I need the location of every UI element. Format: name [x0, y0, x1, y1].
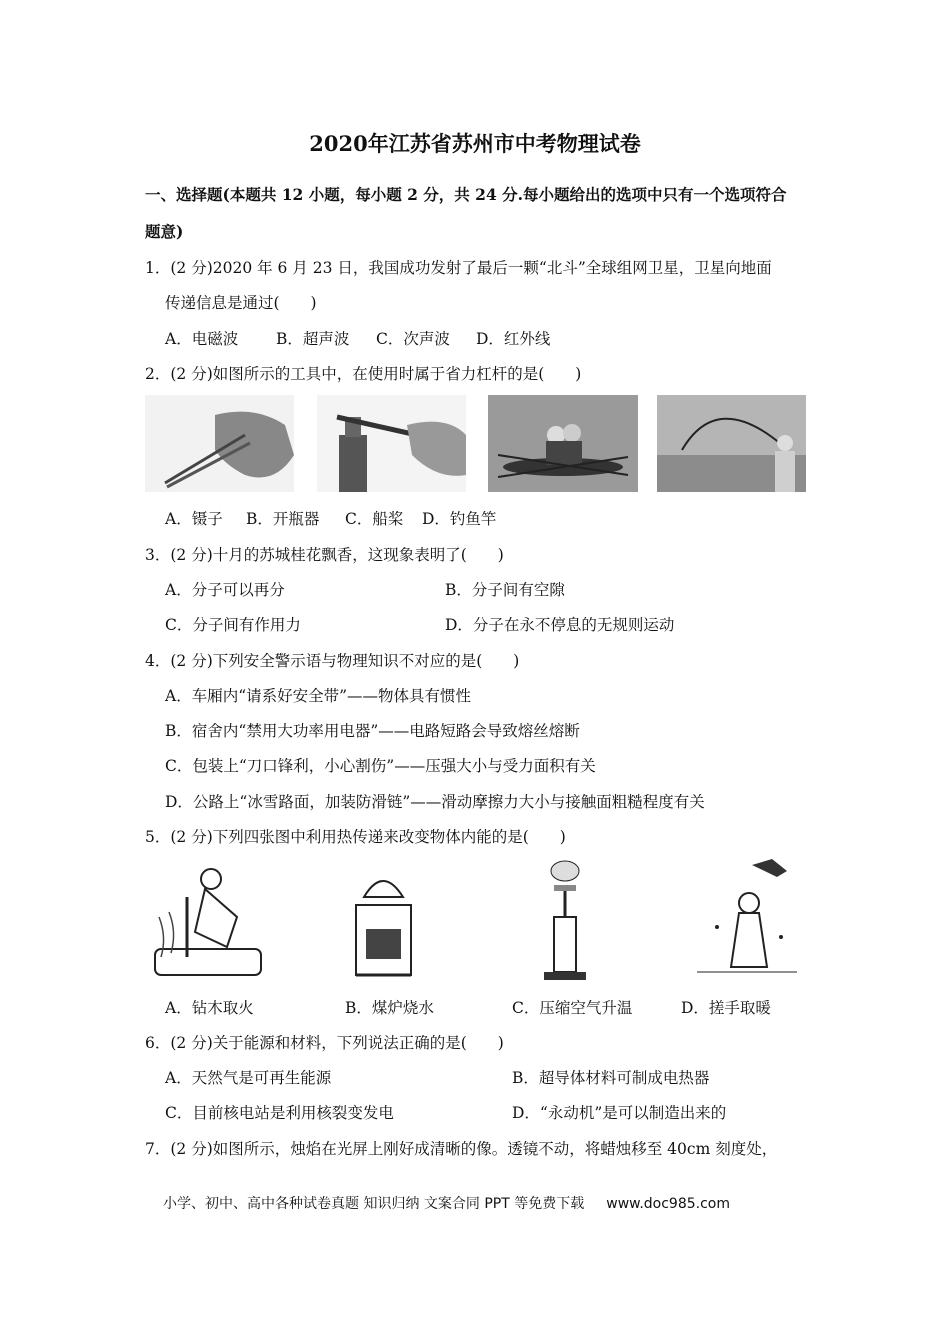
coal-stove-kettle-image — [352, 857, 415, 982]
bottle-opener-image — [317, 395, 466, 492]
footer-text: 小学、初中、高中各种试卷真题 知识归纳 文案合同 PPT 等免费下载 — [163, 1196, 585, 1212]
q6-option-a: A．天然气是可再生能源 — [165, 1069, 332, 1087]
q3-option-b: B．分子间有空隙 — [445, 581, 565, 599]
q2-stem: 2．(2 分)如图所示的工具中，在使用时属于省力杠杆的是( ) — [145, 365, 582, 383]
q3-option-a: A．分子可以再分 — [165, 581, 285, 599]
q3-option-c: C．分子间有作用力 — [165, 616, 301, 634]
q4-option-d: D．公路上“冰雪路面，加装防滑链”——滑动摩擦力大小与接触面粗糙程度有关 — [165, 793, 705, 811]
fishing-rod-image — [657, 395, 806, 492]
air-compression-image — [540, 857, 590, 982]
q5-stem: 5．(2 分)下列四张图中利用热传递来改变物体内能的是( ) — [145, 828, 566, 846]
q1-option-b: B．超声波 — [276, 330, 350, 348]
q1-stem-line1: 1．(2 分)2020 年 6 月 23 日，我国成功发射了最后一颗“北斗”全球组网卫星，卫星向地面 — [145, 259, 772, 277]
section-heading-line1: 一、选择题(本题共 12 小题，每小题 2 分，共 24 分.每小题给出的选项中只有一个选项符合 — [145, 185, 787, 204]
q1-option-c: C．次声波 — [376, 330, 450, 348]
rowing-boat-image — [488, 395, 638, 492]
q2-option-c: C．船桨 — [345, 510, 404, 528]
q5-option-d: D．搓手取暖 — [681, 999, 771, 1017]
drilling-wood-fire-image — [147, 857, 265, 982]
q3-stem: 3．(2 分)十月的苏城桂花飘香，这现象表明了( ) — [145, 546, 504, 564]
footer-url[interactable]: www.doc985.com — [606, 1196, 730, 1212]
q3-option-d: D．分子在永不停息的无规则运动 — [445, 616, 675, 634]
q2-option-d: D．钓鱼竿 — [422, 510, 497, 528]
q4-option-c: C．包装上“刀口锋利，小心割伤”——压强大小与受力面积有关 — [165, 757, 596, 775]
q5-option-a: A．钻木取火 — [165, 999, 254, 1017]
q1-stem-line2: 传递信息是通过( ) — [165, 294, 317, 312]
q1-option-a: A．电磁波 — [165, 330, 239, 348]
q1-option-d: D．红外线 — [476, 330, 551, 348]
q6-option-c: C．目前核电站是利用核裂变发电 — [165, 1104, 394, 1122]
section-heading-line2: 题意) — [145, 222, 184, 241]
q6-option-b: B．超导体材料可制成电热器 — [512, 1069, 710, 1087]
q4-stem: 4．(2 分)下列安全警示语与物理知识不对应的是( ) — [145, 652, 520, 670]
q2-option-a: A．镊子 — [165, 510, 223, 528]
page-footer — [163, 1193, 730, 1213]
q2-option-b: B．开瓶器 — [246, 510, 320, 528]
q4-option-b: B．宿舍内“禁用大功率用电器”——电路短路会导致熔丝熔断 — [165, 722, 580, 740]
q5-option-c: C．压缩空气升温 — [512, 999, 633, 1017]
q7-stem: 7．(2 分)如图所示，烛焰在光屏上刚好成清晰的像。透镜不动，将蜡烛移至 40cm 刻度处， — [145, 1140, 778, 1158]
tweezers-image — [145, 395, 294, 492]
q6-stem: 6．(2 分)关于能源和材料，下列说法正确的是( ) — [145, 1034, 504, 1052]
q5-option-b: B．煤炉烧水 — [345, 999, 434, 1017]
rubbing-hands-image — [697, 857, 797, 982]
page-title: 2020年江苏省苏州市中考物理试卷 — [309, 131, 641, 156]
q4-option-a: A．车厢内“请系好安全带”——物体具有惯性 — [165, 687, 472, 705]
q6-option-d: D．“永动机”是可以制造出来的 — [512, 1104, 727, 1122]
